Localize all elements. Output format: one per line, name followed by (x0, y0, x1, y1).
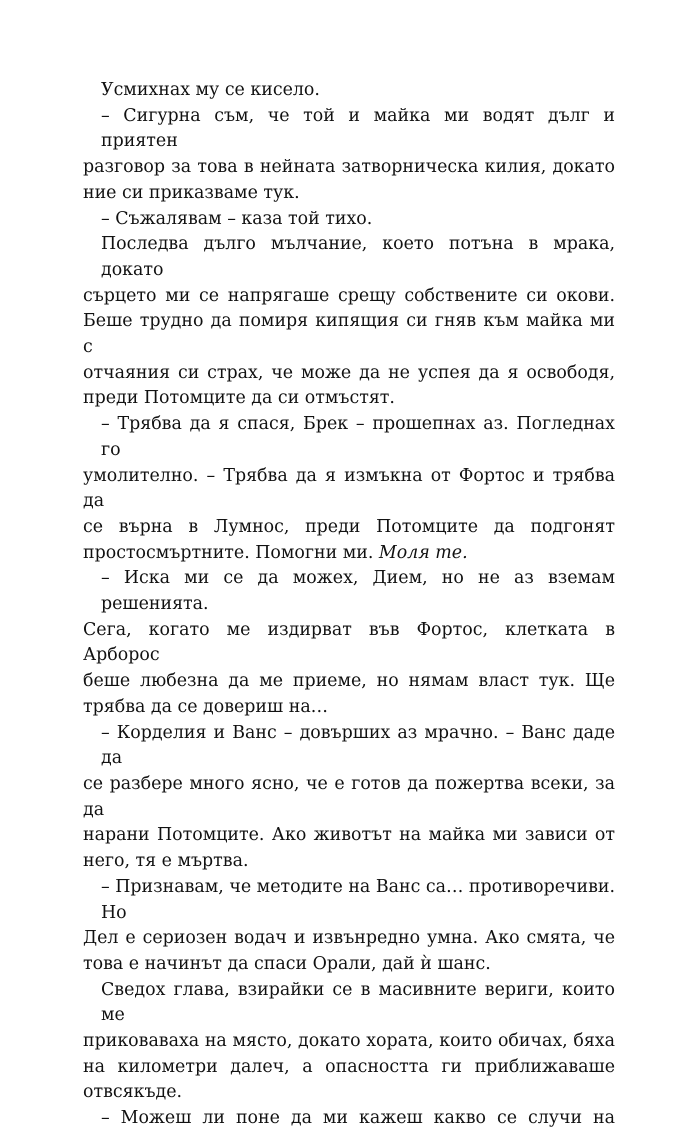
text-line: – Съжалявам – каза той тихо. (101, 208, 373, 229)
text-line: Беше трудно да помиря кипящия си гняв към майка ми с (83, 311, 615, 358)
text-line (83, 541, 615, 567)
text-line: него, тя е мъртва. (83, 851, 249, 872)
text-line: Последва дълго мълчание, което потъна в мрака, докато (101, 234, 615, 280)
text-line: разговор за това в нейната затворническа килия, докато (83, 157, 615, 178)
text-line: преди Потомците да си отмъстят. (83, 388, 395, 409)
text-line: сърцето ми се напрягаше срещу собствените си окови. (83, 285, 615, 306)
text-line: Дел е сериозен водач и извънредно умна. Ако смята, че (83, 928, 615, 949)
text-line: ние си приказваме тук. (83, 182, 300, 203)
text-line: това е начинът да спаси Орали, дай ѝ шанс. (83, 953, 491, 974)
text-line: – Трябва да я спася, Брек – прошепнах аз. Погледнах го (101, 414, 615, 460)
text-line: трябва да се довериш на… (83, 696, 329, 717)
text-line-main: простосмъртните. Помогни ми. (83, 542, 379, 563)
text-line: – Корделия и Ванс – довърших аз мрачно. – Ванс даде да (101, 722, 615, 769)
text-line: се разбере много ясно, че е готов да пожертва всеки, за да (83, 773, 615, 820)
text-line: – Можеш ли поне да ми кажеш какво се случи на (101, 1108, 615, 1129)
text-line: Сега, когато ме издирват във Фортос, клетката в Арборос (83, 619, 615, 666)
text-line: – Иска ми се да можех, Дием, но не аз вземам решенията. (101, 568, 615, 615)
text-line: – Признавам, че методите на Ванс са… противоречиви. Но (101, 876, 615, 923)
text-line: нарани Потомците. Ако животът на майка ми зависи от (83, 825, 615, 846)
text-line: Усмихнах му се кисело. (101, 80, 320, 100)
text-line: Сведох глава, взирайки се в масивните вериги, които ме (101, 979, 615, 1026)
text-line: се върна в Лумнос, преди Потомците да подгонят (83, 516, 615, 537)
text-line: отвсякъде. (83, 1082, 183, 1103)
book-page (83, 78, 615, 1132)
text-line: отчаяния си страх, че може да не успея да я освободя, (83, 362, 615, 383)
text-line: приковаваха на място, докато хората, които обичах, бяха (83, 1031, 615, 1052)
text-line: беше любезна да ме приеме, но нямам власт тук. Ще (83, 671, 615, 692)
text-line: на километри далеч, а опасността ги приближаваше (83, 1056, 615, 1077)
text-line-italic: Моля те. (378, 542, 468, 563)
text-line: умолително. – Трябва да я измъкна от Фортос и трябва да (83, 465, 615, 512)
text-line: – Сигурна съм, че той и майка ми водят дълг и приятен (101, 105, 615, 152)
